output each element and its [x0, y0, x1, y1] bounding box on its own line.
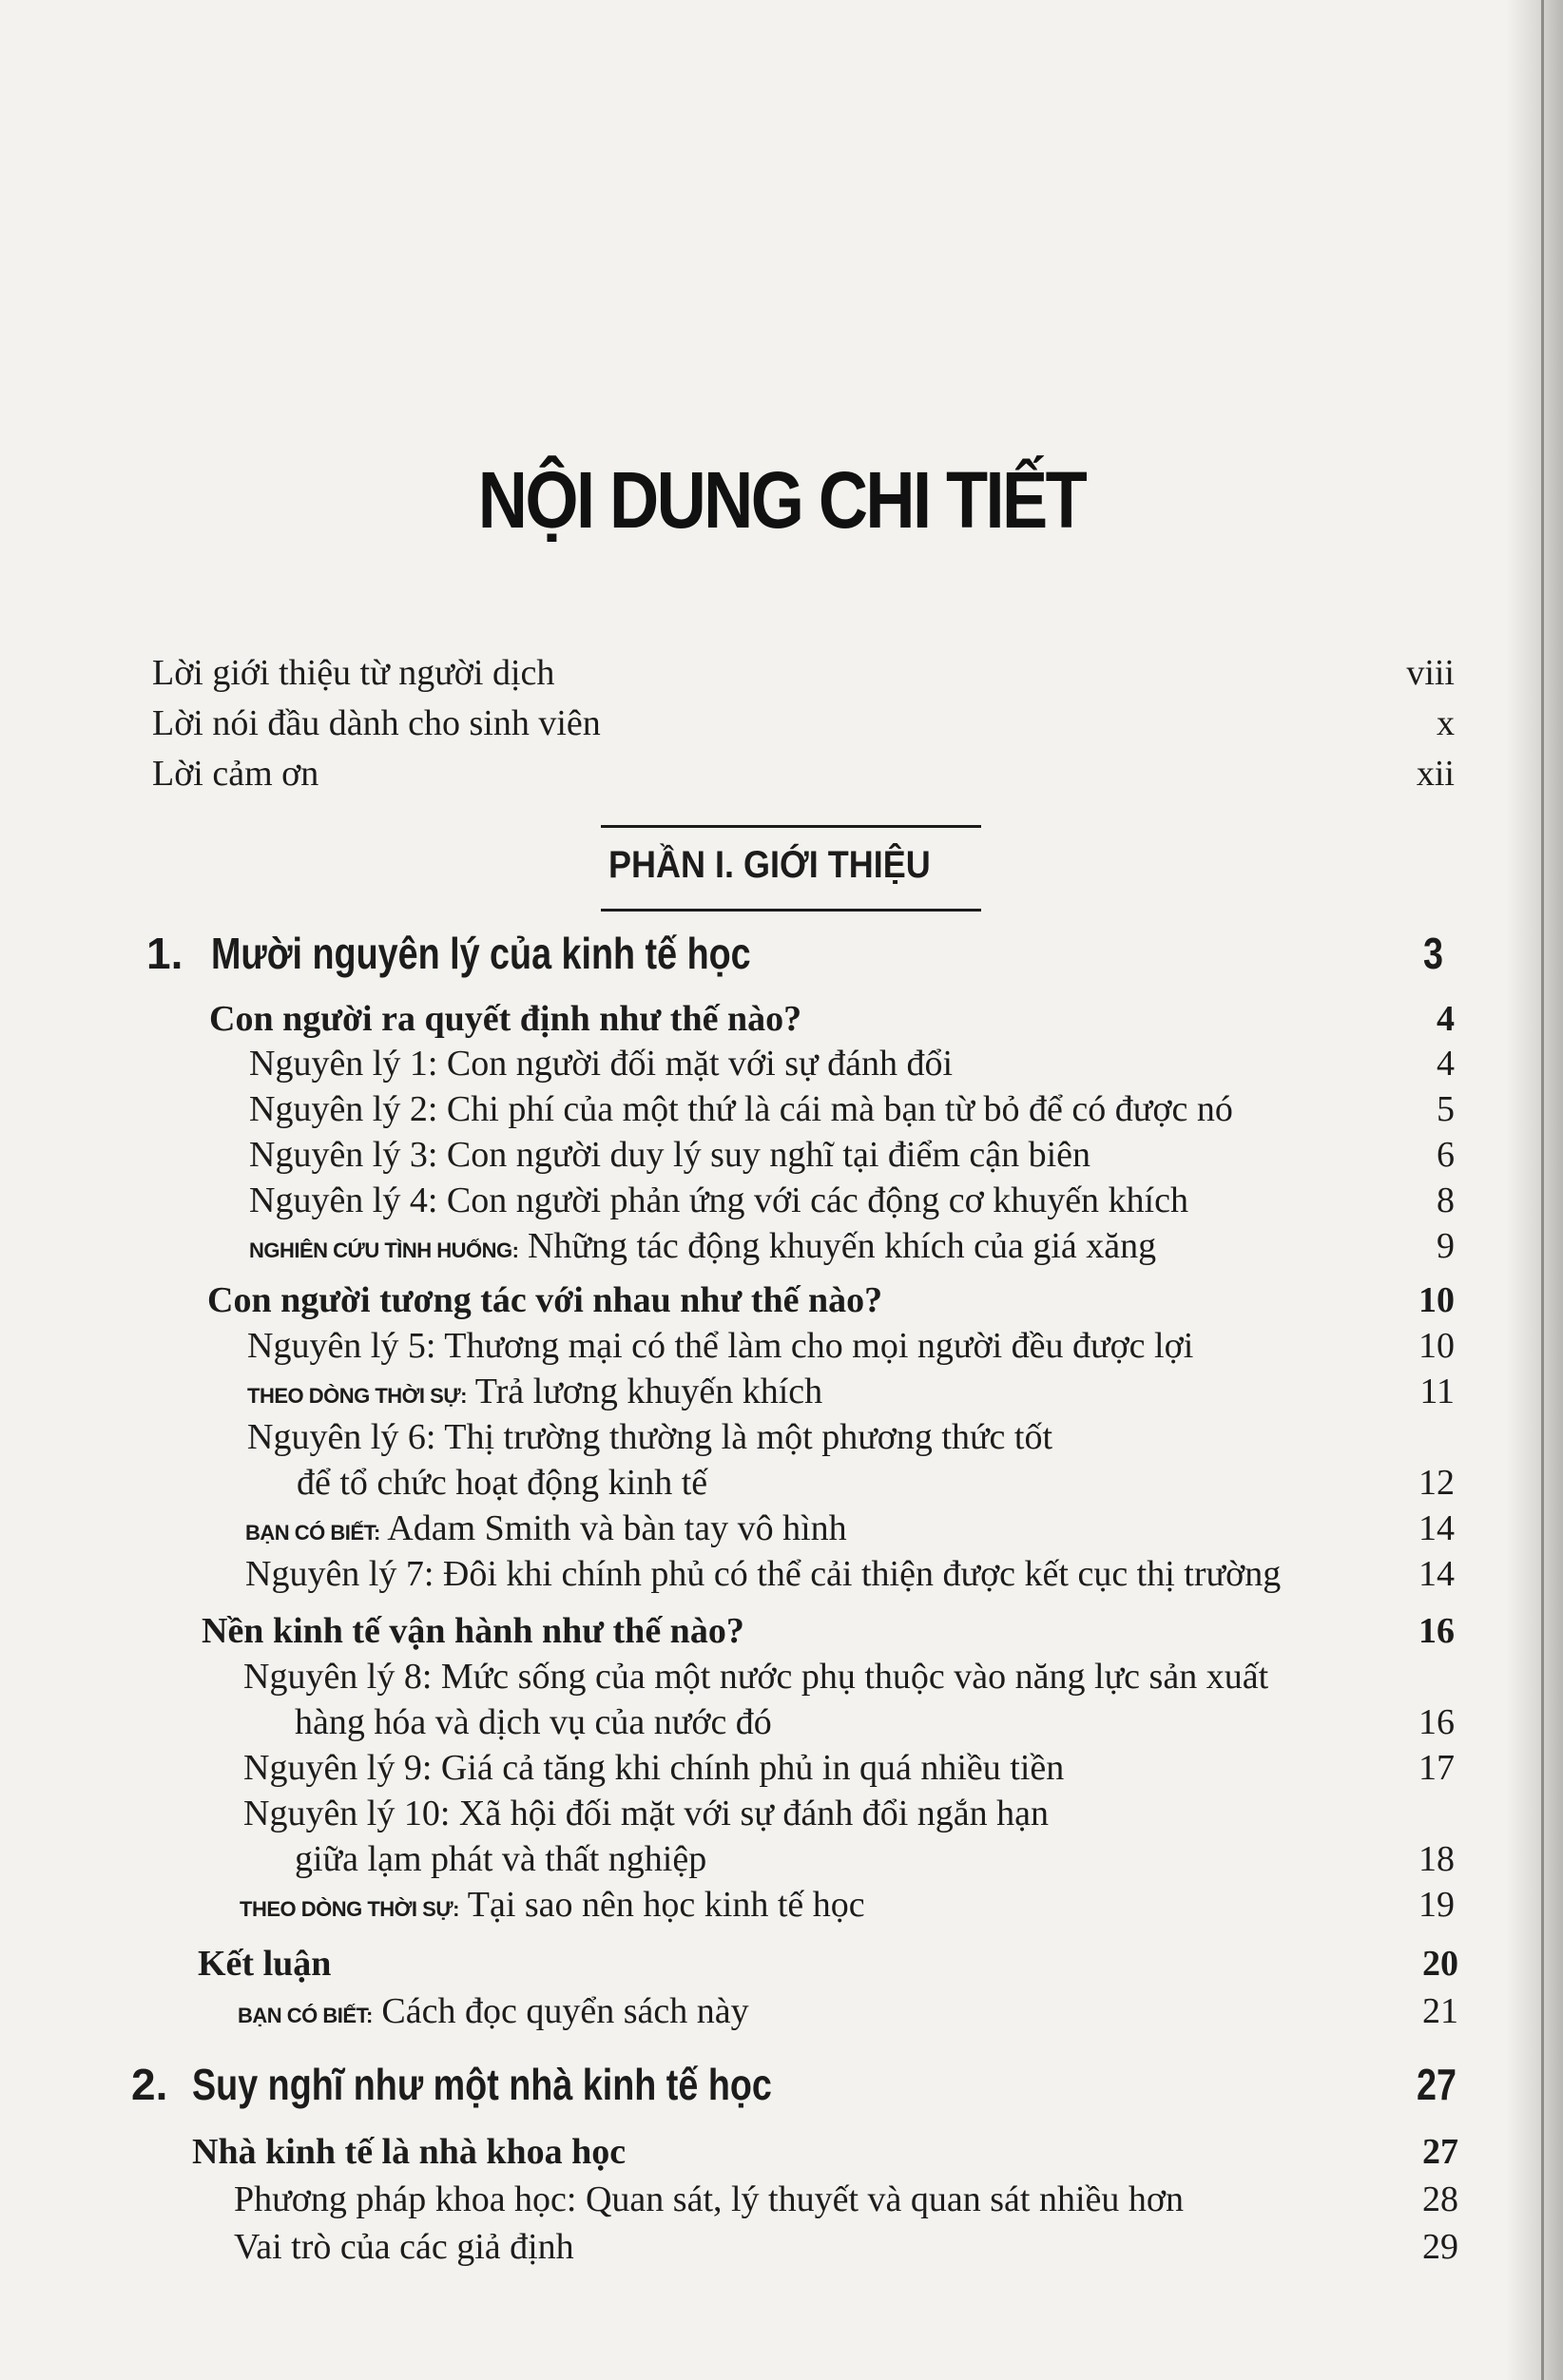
- toc-page: 14: [1418, 1554, 1455, 1594]
- toc-title: Nguyên lý 3: Con người duy lý suy nghĩ tại điểm cận biên: [249, 1135, 1091, 1175]
- chapter-page: 3: [1423, 929, 1443, 978]
- toc-entry-text: [240, 1884, 865, 1926]
- feature-label: THEO DÒNG THỜI SỰ:: [240, 1897, 459, 1921]
- toc-section: [0, 1943, 1563, 1996]
- toc-entry-text: [245, 1507, 847, 1549]
- chapter-number: 1.: [146, 929, 183, 978]
- toc-chapter: [0, 2059, 1563, 2112]
- toc-title: Con người ra quyết định như thế nào?: [209, 999, 802, 1039]
- toc-entry-text: [249, 1225, 1156, 1267]
- toc-title: Nguyên lý 2: Chi phí của một thứ là cái mà bạn từ bỏ để có được nó: [249, 1089, 1233, 1129]
- toc-front-item: [0, 753, 1563, 806]
- toc-page: 9: [1437, 1226, 1455, 1266]
- toc-title: Những tác động khuyến khích của giá xăng: [527, 1226, 1157, 1266]
- toc-page: xii: [1416, 754, 1455, 794]
- toc-page: 12: [1418, 1463, 1455, 1503]
- toc-title: Trả lương khuyến khích: [474, 1372, 823, 1411]
- feature-label: BẠN CÓ BIẾT:: [238, 2004, 373, 2027]
- toc-page: 16: [1418, 1611, 1455, 1651]
- toc-page: 14: [1418, 1508, 1455, 1548]
- toc-page: viii: [1406, 653, 1455, 693]
- chapter-number: 2.: [131, 2060, 168, 2109]
- toc-title: Nền kinh tế vận hành như thế nào?: [202, 1611, 744, 1651]
- toc-page: 20: [1422, 1944, 1458, 1984]
- toc-page: 6: [1437, 1135, 1455, 1175]
- feature-label: BẠN CÓ BIẾT:: [245, 1521, 380, 1545]
- toc-page: 21: [1422, 1991, 1458, 2031]
- toc-title: Cách đọc quyển sách này: [381, 1991, 749, 2031]
- chapter-title: Suy nghĩ như một nhà kinh tế học: [192, 2060, 772, 2109]
- toc-page: x: [1437, 703, 1455, 743]
- page-title: NỘI DUNG CHI TIẾT: [477, 455, 1086, 545]
- toc-page: 5: [1437, 1089, 1455, 1129]
- toc-title: Nguyên lý 4: Con người phản ứng với các động cơ khuyến khích: [249, 1180, 1188, 1220]
- toc-entry: [0, 1225, 1563, 1278]
- toc-title: Lời nói đầu dành cho sinh viên: [152, 703, 601, 743]
- toc-front-item: [0, 652, 1563, 705]
- part-rule-bottom: [601, 909, 981, 912]
- toc-title: Nguyên lý 6: Thị trường thường là một phương thức tốt: [247, 1417, 1053, 1457]
- toc-page: 29: [1422, 2227, 1458, 2267]
- chapter-title: Mười nguyên lý của kinh tế học: [211, 929, 751, 978]
- toc-title: Con người tương tác với nhau như thế nào?: [207, 1280, 883, 1320]
- toc-page: 8: [1437, 1180, 1455, 1220]
- toc-page: 10: [1418, 1326, 1455, 1366]
- toc-entry: [0, 2226, 1563, 2279]
- toc-title: Phương pháp khoa học: Quan sát, lý thuyết và quan sát nhiều hơn: [234, 2179, 1185, 2219]
- part-title: PHẦN I. GIỚI THIỆU: [608, 844, 931, 886]
- toc-page: 19: [1418, 1885, 1455, 1925]
- toc-entry: [0, 1990, 1563, 2044]
- toc-page: 10: [1418, 1280, 1455, 1320]
- toc-title: Lời cảm ơn: [152, 754, 319, 794]
- toc-title: Lời giới thiệu từ người dịch: [152, 653, 555, 693]
- toc-entry: [0, 1553, 1563, 1606]
- toc-chapter: [0, 928, 1563, 981]
- toc-title: Nguyên lý 10: Xã hội đối mặt với sự đánh đổi ngắn hạn: [243, 1794, 1050, 1833]
- toc-title: Nguyên lý 1: Con người đối mặt với sự đánh đổi: [249, 1044, 954, 1084]
- toc-page: 11: [1419, 1372, 1455, 1411]
- toc-title: giữa lạm phát và thất nghiệp: [295, 1839, 707, 1879]
- toc-front-item: [0, 702, 1563, 756]
- part-rule-top: [601, 825, 981, 828]
- toc-title: Nguyên lý 7: Đôi khi chính phủ có thể cải thiện được kết cục thị trường: [245, 1554, 1282, 1594]
- toc-title: Nguyên lý 9: Giá cả tăng khi chính phủ in quá nhiều tiền: [243, 1748, 1065, 1788]
- toc-page: 27: [1422, 2132, 1458, 2172]
- toc-title: Adam Smith và bàn tay vô hình: [387, 1508, 847, 1548]
- toc-section: [0, 2131, 1563, 2184]
- toc-page: 18: [1418, 1839, 1455, 1879]
- toc-entry: [0, 2178, 1563, 2232]
- toc-title: hàng hóa và dịch vụ của nước đó: [295, 1702, 772, 1742]
- toc-page: 17: [1418, 1748, 1455, 1788]
- toc-page: 4: [1437, 1044, 1455, 1084]
- toc-title: Vai trò của các giả định: [234, 2227, 574, 2267]
- feature-label: NGHIÊN CỨU TÌNH HUỐNG:: [249, 1238, 519, 1262]
- toc-page: 28: [1422, 2179, 1458, 2219]
- toc-title: Nguyên lý 5: Thương mại có thể làm cho mọi người đều được lợi: [247, 1326, 1194, 1366]
- part-heading: [601, 825, 981, 920]
- toc-title: để tổ chức hoạt động kinh tế: [297, 1463, 708, 1503]
- toc-entry-text: [238, 1990, 749, 2032]
- toc-entry-text: [247, 1371, 822, 1412]
- toc-page: 16: [1418, 1702, 1455, 1742]
- feature-label: THEO DÒNG THỜI SỰ:: [247, 1384, 467, 1408]
- toc-entry: [0, 1884, 1563, 1937]
- toc-page: 4: [1437, 999, 1455, 1039]
- toc-title: Tại sao nên học kinh tế học: [467, 1885, 865, 1925]
- toc-title: Nhà kinh tế là nhà khoa học: [192, 2132, 627, 2172]
- toc-title: Nguyên lý 8: Mức sống của một nước phụ thuộc vào năng lực sản xuất: [243, 1657, 1269, 1697]
- chapter-page: 27: [1417, 2060, 1457, 2109]
- toc-title: Kết luận: [198, 1944, 332, 1984]
